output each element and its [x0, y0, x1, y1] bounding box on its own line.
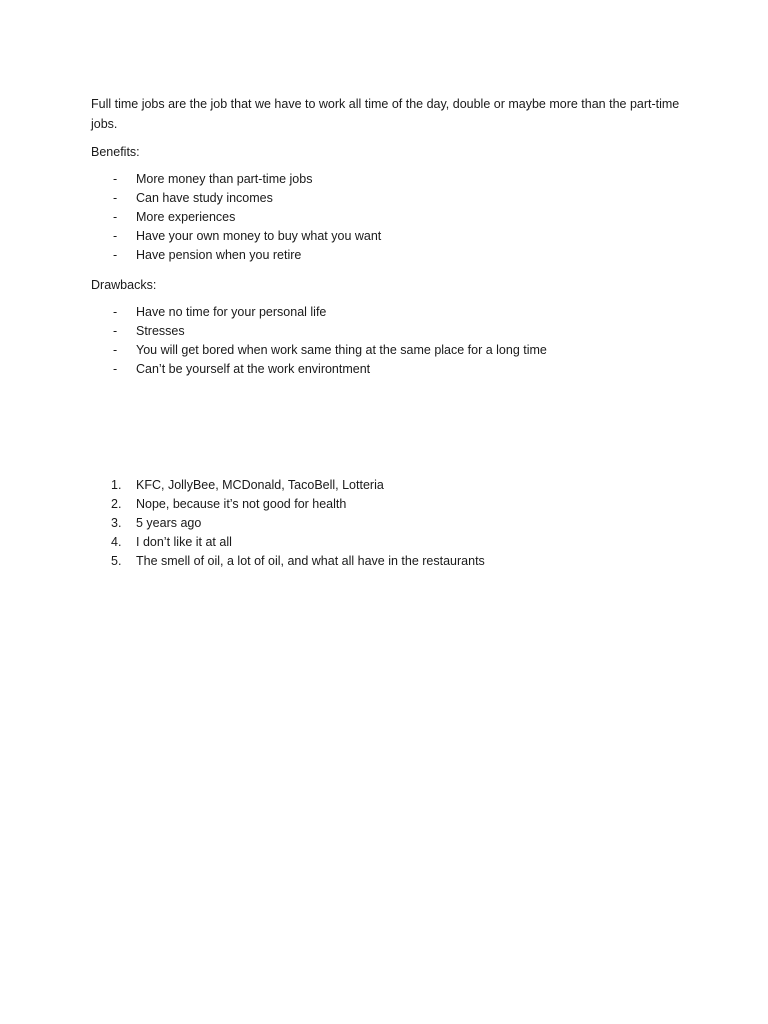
- list-item-text: Have your own money to buy what you want: [136, 229, 382, 243]
- list-number: 2.: [111, 497, 122, 511]
- drawbacks-heading: Drawbacks:: [91, 278, 157, 292]
- dash-bullet: -: [113, 324, 118, 338]
- list-item-text: Can’t be yourself at the work environtment: [136, 362, 371, 376]
- list-item-text: You will get bored when work same thing at the same place for a long time: [136, 343, 547, 357]
- list-item: [91, 208, 381, 227]
- list-item: [91, 246, 381, 265]
- dash-bullet: -: [113, 172, 118, 186]
- list-item-text: Have pension when you retire: [136, 248, 302, 262]
- list-item-text: Can have study incomes: [136, 191, 273, 205]
- list-item: [91, 322, 547, 341]
- dash-bullet: -: [113, 191, 118, 205]
- dash-bullet: -: [113, 362, 118, 376]
- list-number: 4.: [111, 535, 122, 549]
- drawbacks-list: [91, 303, 547, 379]
- dash-bullet: -: [113, 210, 118, 224]
- list-item: [91, 533, 485, 552]
- list-item-text: More experiences: [136, 210, 236, 224]
- list-item: [91, 476, 485, 495]
- list-item: [91, 341, 547, 360]
- dash-bullet: -: [113, 229, 118, 243]
- answers-list: [91, 476, 485, 571]
- list-item: [91, 495, 485, 514]
- list-item: [91, 514, 485, 533]
- list-item-text: More money than part-time jobs: [136, 172, 313, 186]
- list-item-text: 5 years ago: [136, 516, 202, 530]
- dash-bullet: -: [113, 248, 118, 262]
- benefits-heading: Benefits:: [91, 145, 140, 159]
- dash-bullet: -: [113, 343, 118, 357]
- list-item-text: Have no time for your personal life: [136, 305, 327, 319]
- list-item-text: Nope, because it’s not good for health: [136, 497, 347, 511]
- list-number: 5.: [111, 554, 122, 568]
- list-number: 3.: [111, 516, 122, 530]
- list-item-text: KFC, JollyBee, MCDonald, TacoBell, Lotteria: [136, 478, 384, 492]
- list-item-text: The smell of oil, a lot of oil, and what all have in the restaurants: [136, 554, 485, 568]
- list-item-text: I don’t like it at all: [136, 535, 232, 549]
- benefits-list: [91, 170, 381, 265]
- list-item: [91, 360, 547, 379]
- list-item: [91, 552, 485, 571]
- dash-bullet: -: [113, 305, 118, 319]
- list-item: [91, 227, 381, 246]
- list-item-text: Stresses: [136, 324, 185, 338]
- list-item: [91, 303, 547, 322]
- list-number: 1.: [111, 478, 122, 492]
- list-item: [91, 170, 381, 189]
- list-item: [91, 189, 381, 208]
- intro-paragraph: Full time jobs are the job that we have to work all time of the day, double or maybe more than the part-time jobs.: [91, 97, 680, 131]
